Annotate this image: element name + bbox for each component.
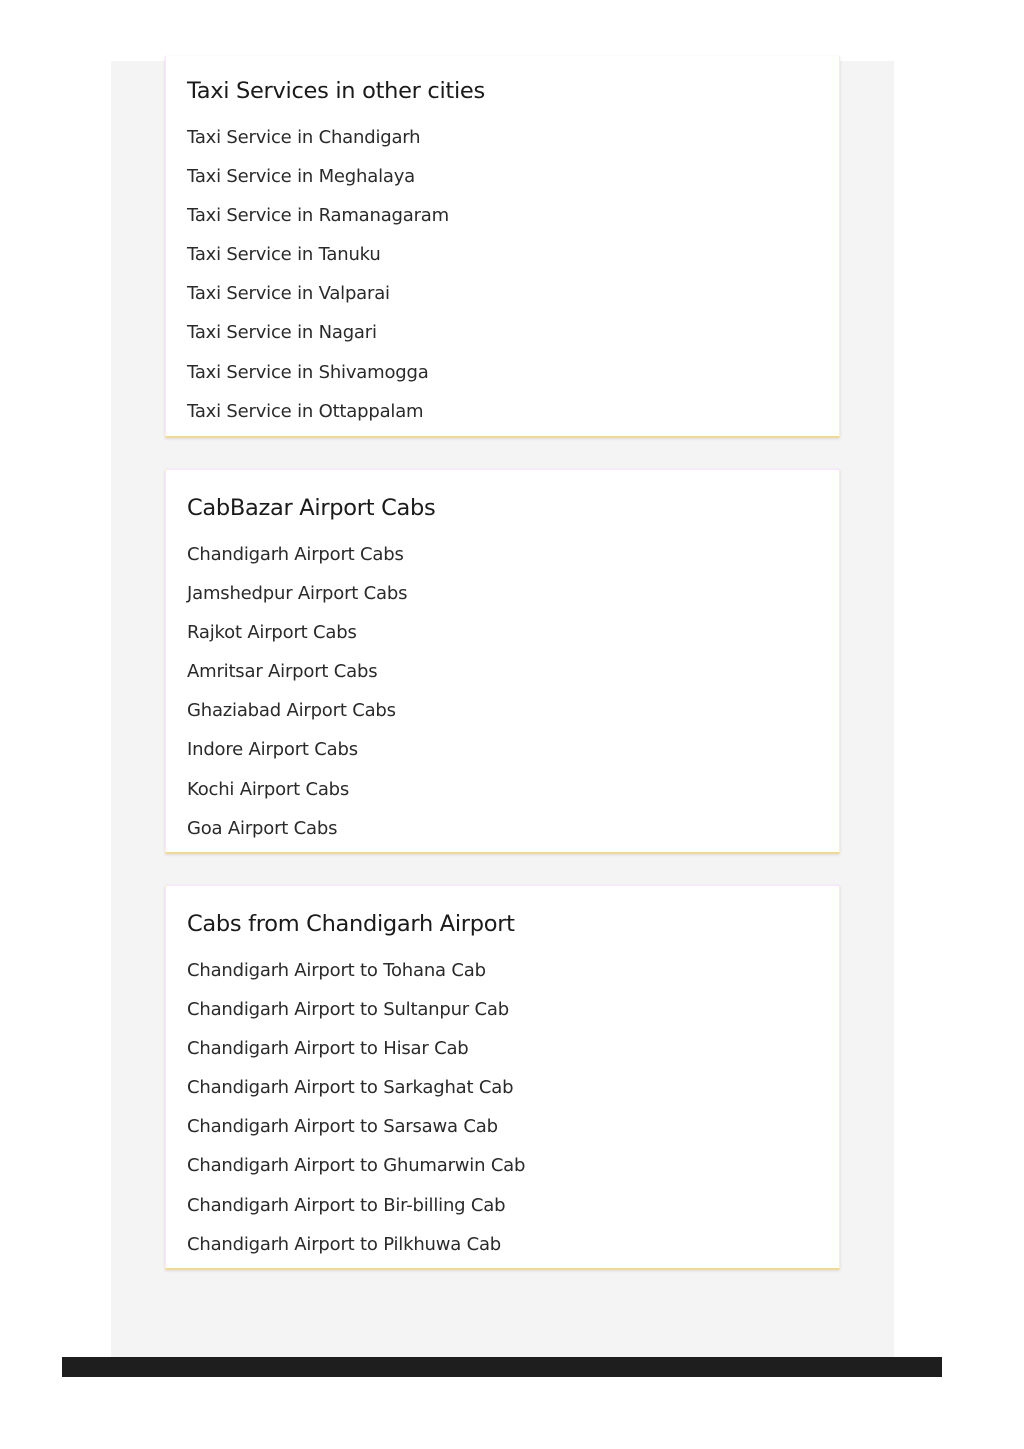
taxi-services-card — [165, 56, 840, 438]
route-link[interactable]: Chandigarh Airport to Sarsawa Cab — [187, 1116, 498, 1138]
city-link[interactable]: Taxi Service in Nagari — [187, 322, 377, 344]
city-link[interactable]: Taxi Service in Valparai — [187, 283, 390, 305]
section-title: Taxi Services in other cities — [187, 78, 485, 104]
footer-bar — [62, 1357, 942, 1377]
airport-link[interactable]: Goa Airport Cabs — [187, 817, 338, 839]
airport-link[interactable]: Jamshedpur Airport Cabs — [187, 583, 408, 605]
airport-link[interactable]: Rajkot Airport Cabs — [187, 622, 357, 644]
route-link[interactable]: Chandigarh Airport to Sarkaghat Cab — [187, 1077, 514, 1099]
route-link[interactable]: Chandigarh Airport to Bir-billing Cab — [187, 1194, 506, 1216]
route-link[interactable]: Chandigarh Airport to Pilkhuwa Cab — [187, 1233, 502, 1255]
chandigarh-routes-list — [187, 958, 807, 1255]
airport-link[interactable]: Ghaziabad Airport Cabs — [187, 700, 396, 722]
route-link[interactable]: Chandigarh Airport to Ghumarwin Cab — [187, 1155, 526, 1177]
section-title: Cabs from Chandigarh Airport — [187, 911, 515, 937]
city-link[interactable]: Taxi Service in Shivamogga — [187, 361, 429, 383]
city-link[interactable]: Taxi Service in Chandigarh — [187, 127, 421, 148]
airport-link[interactable]: Indore Airport Cabs — [187, 739, 358, 761]
airport-cabs-list — [187, 542, 807, 839]
airport-link[interactable]: Chandigarh Airport Cabs — [187, 544, 404, 565]
airport-link[interactable]: Kochi Airport Cabs — [187, 778, 350, 800]
airport-link[interactable]: Amritsar Airport Cabs — [187, 661, 378, 683]
airport-cabs-card — [165, 469, 840, 854]
section-title: CabBazar Airport Cabs — [187, 495, 436, 521]
city-link[interactable]: Taxi Service in Ottappalam — [187, 400, 424, 422]
city-link[interactable]: Taxi Service in Tanuku — [187, 244, 381, 266]
city-link[interactable]: Taxi Service in Meghalaya — [187, 166, 415, 188]
city-link[interactable]: Taxi Service in Ramanagaram — [187, 205, 449, 227]
route-link[interactable]: Chandigarh Airport to Hisar Cab — [187, 1038, 469, 1060]
route-link[interactable]: Chandigarh Airport to Sultanpur Cab — [187, 999, 509, 1021]
chandigarh-airport-cabs-card — [165, 885, 840, 1270]
taxi-services-list — [187, 125, 807, 422]
route-link[interactable]: Chandigarh Airport to Tohana Cab — [187, 960, 486, 981]
